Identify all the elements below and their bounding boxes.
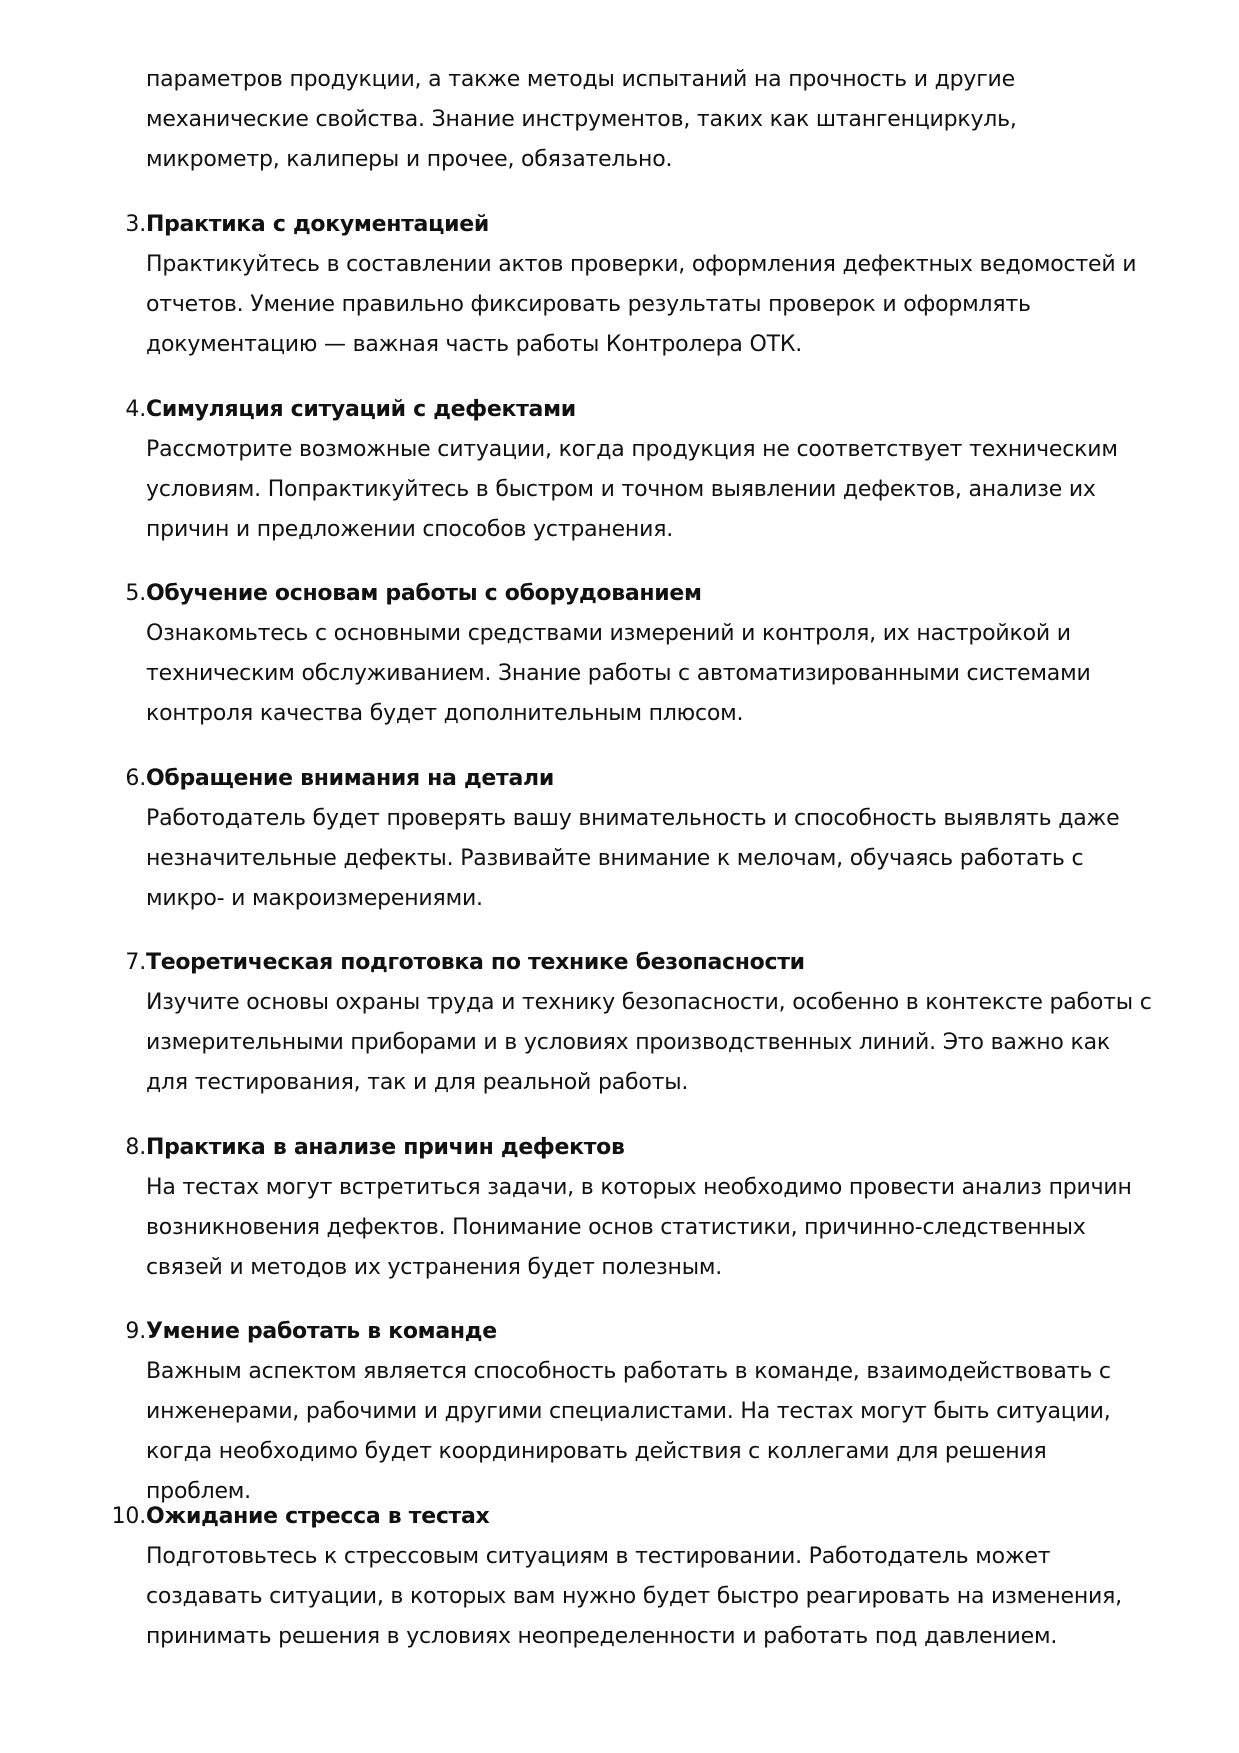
item-number: 7. [125,950,146,975]
item-number: 6. [125,765,146,791]
item-text: Рассмотрите возможные ситуации, когда продукция не соответствует техническим условиям. Попрактикуйтесь в быстром и точном выявлении дефектов, анализе их причин и предложении способов устранения. [146,436,1118,542]
list-item [0,1497,1239,1682]
list-item [0,1312,1239,1504]
item-number: 4. [125,396,146,422]
numbered-list [0,205,1239,1681]
list-item [0,390,1239,575]
item-number: 10. [111,1503,146,1529]
item-number: 9. [125,1319,146,1344]
item-title: Практика с документацией [146,212,489,237]
item-number: 8. [125,1134,146,1160]
item-text: Ознакомьтесь с основными средствами измерений и контроля, их настройкой и техническим обслуживанием. Знание работы с автоматизированными системами контроля качества будет дополнительным плюсом. [146,621,1091,726]
item-text: Подготовьтесь к стрессовым ситуациям в тестировании. Работодатель может создавать ситуации, в которых вам нужно будет быстро реагировать на изменения, принимать решения в условиях неопределенности и работать под давлением. [146,1543,1122,1649]
item-number: 5. [125,581,146,606]
item-text: Важным аспектом является способность работать в команде, взаимодействовать с инженерами, рабочими и другими специалистами. На тестах могут быть ситуации, когда необходимо будет координировать действия с коллегами для решения проблем. [146,1359,1111,1504]
item-title: Обучение основам работы с оборудованием [146,581,702,606]
item-title: Ожидание стресса в тестах [146,1503,490,1529]
item-title: Теоретическая подготовка по технике безопасности [146,950,805,975]
list-item [0,1128,1239,1313]
item-text: Изучите основы охраны труда и технику безопасности, особенно в контексте работы с измерительными приборами и в условиях производственных линий. Это важно как для тестирования, так и для реальной работы. [146,990,1152,1095]
list-item [0,205,1239,390]
list-item [0,759,1239,944]
item-title: Симуляция ситуаций с дефектами [146,396,576,422]
item-text: Практикуйтесь в составлении актов проверки, оформления дефектных ведомостей и отчетов. Умение правильно фиксировать результаты проверок и оформлять документацию — важная часть работы Контролера ОТК. [146,252,1137,357]
item-title: Обращение внимания на детали [146,765,554,791]
item-text: На тестах могут встретиться задачи, в которых необходимо провести анализ причин возникновения дефектов. Понимание основ статистики, причинно-следственных связей и методов их устранения будет полезным. [146,1174,1132,1280]
list-item [0,574,1239,759]
item-text: Работодатель будет проверять вашу внимательность и способность выявлять даже незначительные дефекты. Развивайте внимание к мелочам, обучаясь работать с микро- и макроизмерениями. [146,805,1120,911]
intro-paragraph: параметров продукции, а также методы испытаний на прочность и другие механические свойства. Знание инструментов, таких как штангенциркуль, микрометр, калиперы и прочее, обязательно. [146,67,1017,172]
item-title: Умение работать в команде [146,1319,497,1344]
item-title: Практика в анализе причин дефектов [146,1134,625,1160]
item-number: 3. [125,212,146,237]
list-item [0,943,1239,1128]
